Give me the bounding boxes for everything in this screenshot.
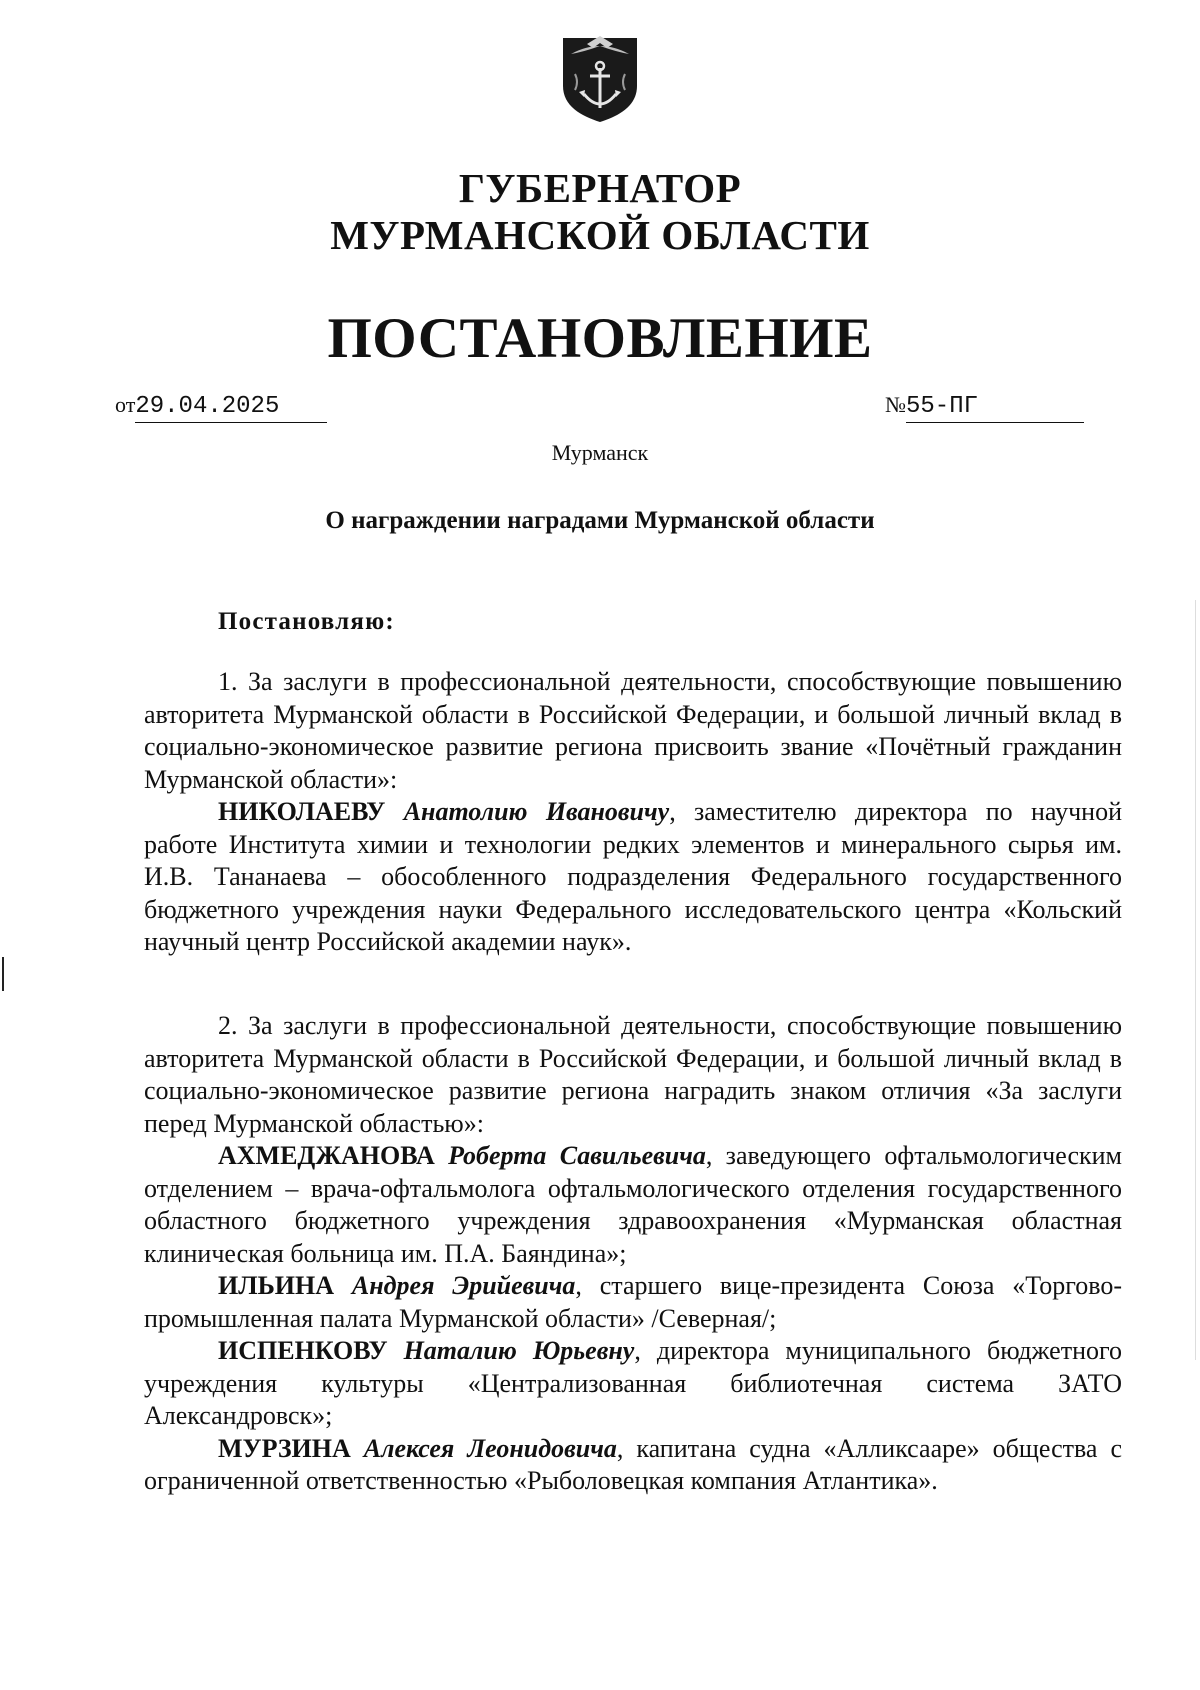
award-entry [144,1140,1122,1270]
award-entry [144,796,1122,959]
number-value: 55-ПГ [906,393,1084,423]
recipient-name: Андрея Эрийевича [351,1271,576,1300]
document-type: ПОСТАНОВЛЕНИЕ [327,307,873,370]
decree-word: Постановляю: [218,608,395,635]
date-prefix: от [115,392,136,417]
recipient-position: , заместителю директора по научной работе Института химии и технологии редких элементов и минерального сырья им. И.В. Тананаева – обособленного подразделения Федерального государственного бюджетного учреждения науки Федерального исследовательского центра «Кольский научный центр Российской академии наук». [144,797,1122,956]
award-entry [144,1270,1122,1335]
date-field [115,392,327,423]
recipient-name: Анатолию Ивановичу [403,797,670,826]
recipient-name: Алексея Леонидовича [363,1433,617,1463]
recipient-surname: МУРЗИНА [218,1433,351,1463]
governor-title: ГУБЕРНАТОР [458,165,742,211]
region-title: МУРМАНСКОЙ ОБЛАСТИ [330,212,870,258]
recipient-surname: НИКОЛАЕВУ [218,797,386,826]
number-prefix: № [885,392,906,417]
recipient-name: Роберта Савильевича [448,1141,706,1170]
coat-of-arms-icon [557,34,643,124]
recipient-surname: ИЛЬИНА [218,1271,335,1300]
award-entry [144,1433,1122,1498]
section-1 [144,666,1122,959]
recipient-surname: ИСПЕНКОВУ [218,1336,388,1365]
scan-margin-mark [2,957,4,991]
scan-edge-line [1195,600,1196,1360]
recipient-position: , старшего вице-президента Союза «Торгово-промышленная палата Мурманской области» /Северная/; [144,1271,1123,1333]
number-field [885,392,1084,423]
recipient-position: , директора муниципального бюджетного учреждения культуры «Централизованная библиотечная система ЗАТО Александровск»; [144,1336,1122,1430]
award-entry [144,1335,1122,1433]
section-1-intro: 1. За заслуги в профессиональной деятельности, способствующие повышению авторитета Мурманской области в Российской Федерации, и большой личный вклад в социально-экономическое развитие региона присвоить звание «Почётный гражданин Мурманской области»: [144,667,1122,794]
section-2 [144,1010,1122,1498]
recipient-position: , капитана судна «Алликсааре» общества с ограниченной ответственностью «Рыболовецкая компания Атлантика». [144,1433,1122,1495]
section-2-intro: 2. За заслуги в профессиональной деятельности, способствующие повышению авторитета Мурманской области в Российской Федерации, и большой личный вклад в социально-экономическое развитие региона наградить знаком отличия «За заслуги перед Мурманской областью»: [144,1011,1122,1138]
document-title: О награждении наградами Мурманской области [325,507,875,534]
recipient-name: Наталию Юрьевну [403,1336,635,1365]
city: Мурманск [551,440,649,465]
recipient-surname: АХМЕДЖАНОВА [218,1141,435,1170]
recipient-position: , заведующего офтальмологическим отделением – врача-офтальмолога офтальмологического отделения государственного областного бюджетного учреждения здравоохранения «Мурманская областная клиническая больница им. П.А. Баяндина»; [144,1141,1122,1268]
date-value: 29.04.2025 [135,393,327,423]
